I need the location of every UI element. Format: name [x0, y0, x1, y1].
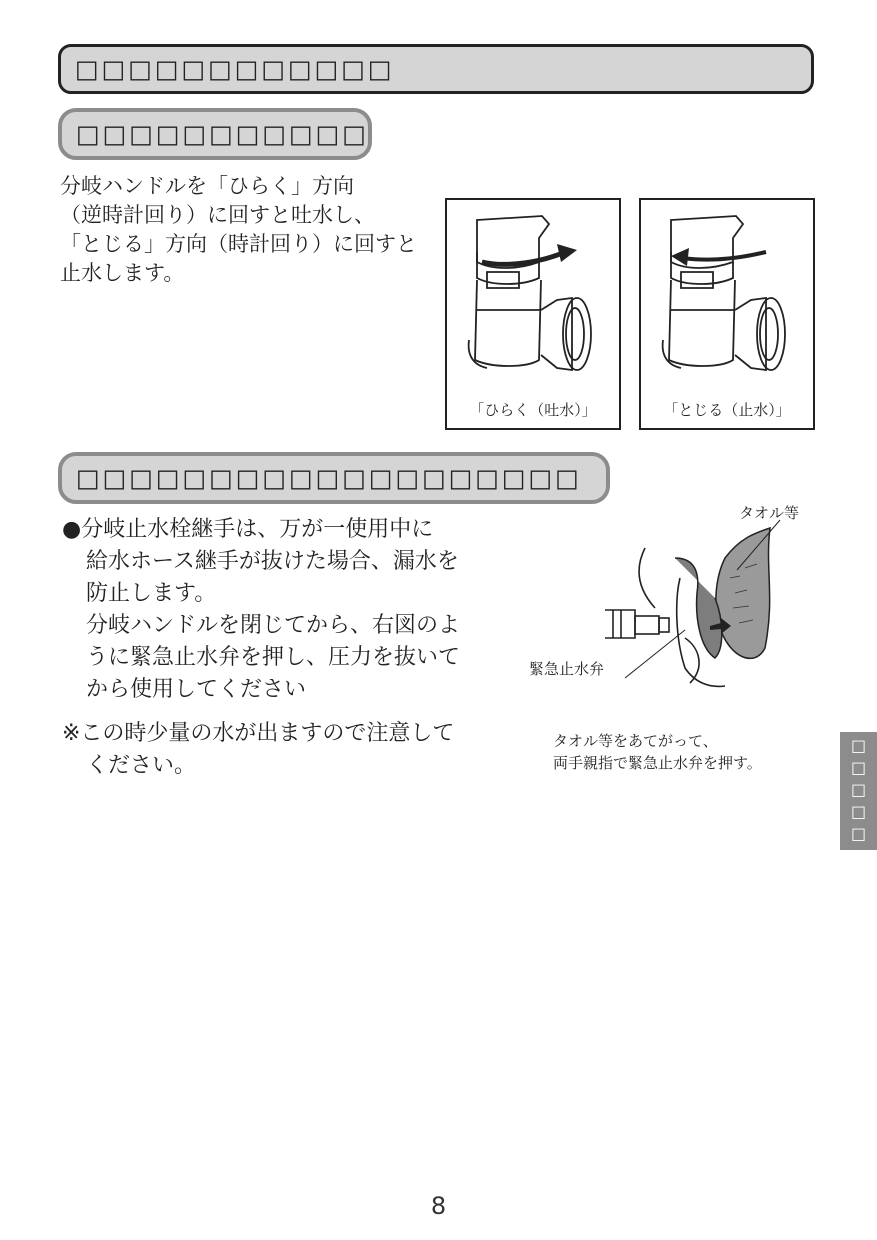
label-towel: タオル等: [739, 504, 800, 522]
bullet-line: 分岐ハンドルを閉じてから、右図のよ: [86, 613, 461, 638]
valve-close-illustration: [641, 200, 813, 395]
section2-note: [62, 718, 454, 782]
emergency-valve-illustration: [525, 498, 825, 718]
side-index-tab: [840, 732, 877, 850]
section2-header-title: □□□□□□□□□□□□□□□□□□□: [76, 463, 582, 493]
caption-open: 「ひらく（吐水）」: [469, 401, 597, 419]
section1-header: [58, 108, 372, 160]
bullet-line: うに緊急止水弁を押し、圧力を抜いて: [86, 645, 461, 670]
bullet-line: ●分岐止水栓継手は、万が一使用中に: [62, 517, 434, 542]
note-line: ください。: [86, 753, 197, 778]
instruction-line: 止水します。: [60, 261, 185, 285]
figure-close-valve: [639, 198, 815, 430]
section2-header: [58, 452, 610, 504]
label-emergency-valve: 緊急止水弁: [529, 660, 605, 678]
side-index-tab-label: □□□□□: [849, 736, 868, 846]
instruction-line: 「とじる」方向（時計回り）に回すと: [60, 232, 417, 256]
valve-open-illustration: [447, 200, 619, 395]
section1-instructions: [60, 172, 417, 288]
bullet-line: 防止します。: [86, 581, 217, 606]
note-line: ※この時少量の水が出ますので注意して: [62, 721, 455, 746]
main-header: [58, 44, 814, 94]
page-number: 8: [430, 1192, 447, 1220]
main-header-title: □□□□□□□□□□□□: [75, 54, 395, 84]
emergency-valve-figure: [525, 498, 825, 718]
figure-caption: [553, 730, 762, 774]
bullet-line: 給水ホース継手が抜けた場合、漏水を: [86, 549, 459, 574]
figure-caption-line: タオル等をあてがって、: [553, 732, 718, 750]
caption-close: 「とじる（止水）」: [663, 401, 791, 419]
figure-open-valve: [445, 198, 621, 430]
instruction-line: 分岐ハンドルを「ひらく」方向: [60, 174, 354, 198]
bullet-line: から使用してください: [86, 677, 307, 702]
section1-header-title: □□□□□□□□□□□: [76, 119, 369, 149]
section2-instructions: [62, 514, 460, 706]
instruction-line: （逆時計回り）に回すと吐水し、: [60, 203, 375, 227]
figure-caption-line: 両手親指で緊急止水弁を押す。: [553, 754, 762, 772]
